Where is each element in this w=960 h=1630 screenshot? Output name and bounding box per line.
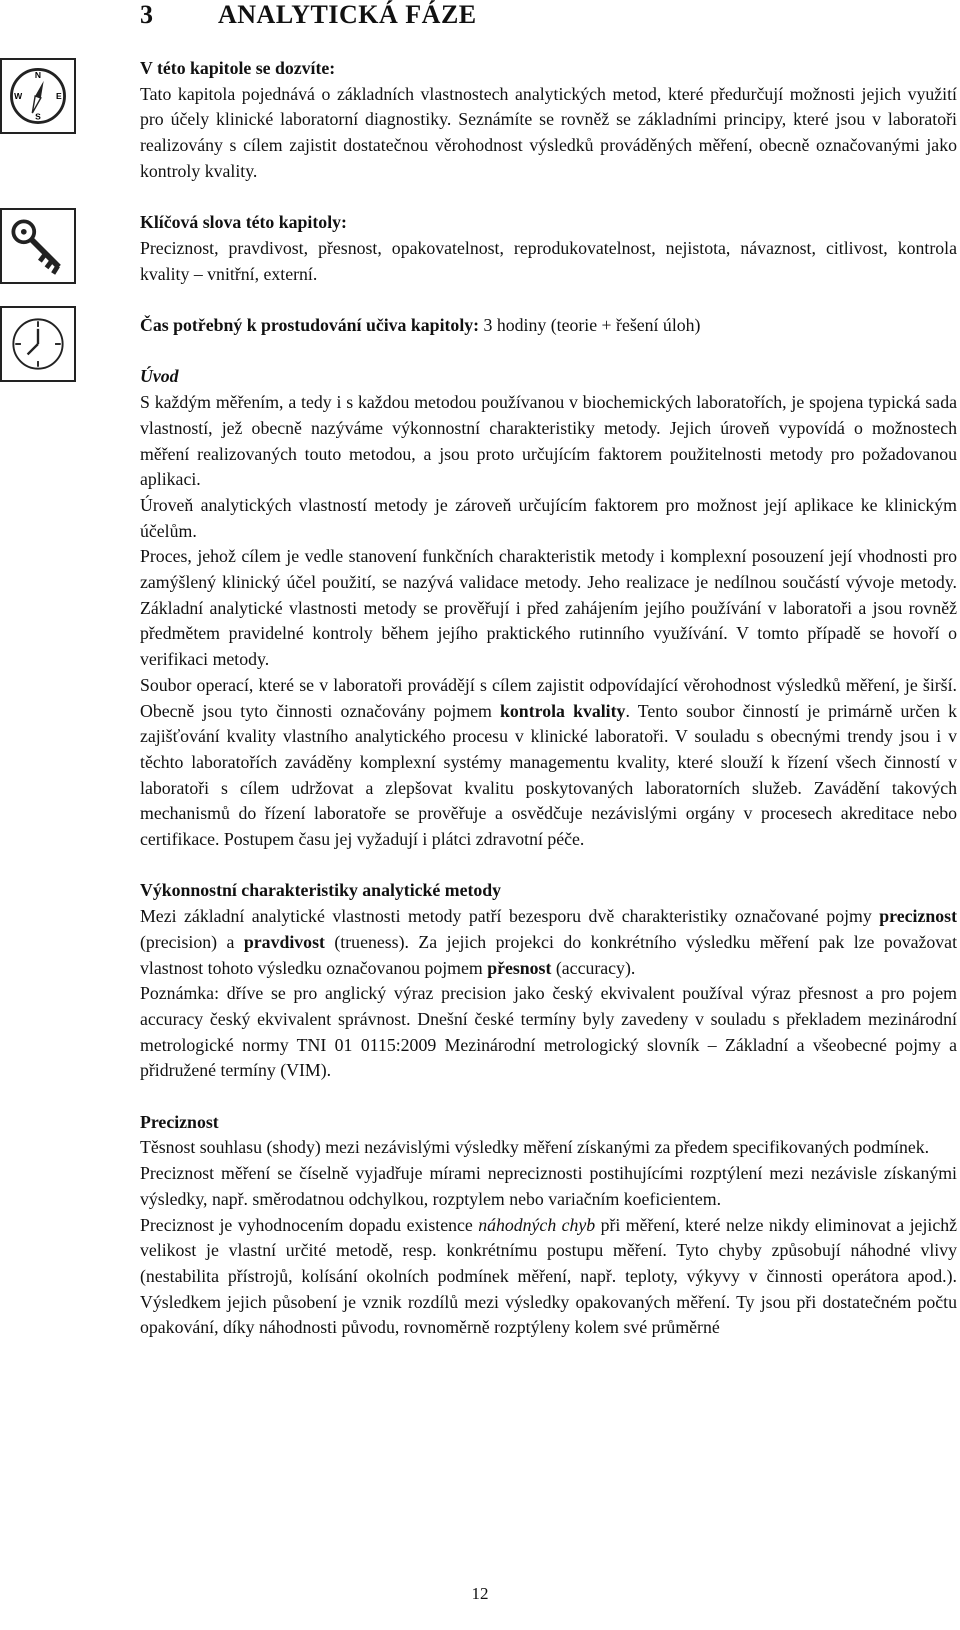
clock-icon xyxy=(0,306,76,382)
preciznost-heading: Preciznost xyxy=(140,1111,219,1132)
vykon-paragraph-1: Mezi základní analytické vlastnosti metody patří bezesporu dvě charakteristiky označované pojmy preciznost (precision) a pravdivost (trueness). Za jejich projekci do konkrétního výsledku měření pak lze považovat vlastnost tohoto výsledku označovanou pojmem přesnost (accuracy). xyxy=(140,906,958,978)
term-presnost: přesnost xyxy=(487,957,552,978)
study-time xyxy=(140,313,957,339)
keywords-heading: Klíčová slova této kapitoly: xyxy=(140,212,347,233)
term-pravdivost: pravdivost xyxy=(243,931,325,952)
svg-text:W: W xyxy=(14,90,23,101)
vykon-heading: Výkonnostní charakteristiky analytické metody xyxy=(140,880,502,901)
chapter-title: ANALYTICKÁ FÁZE xyxy=(218,0,477,29)
term-nahodne-chyby: náhodných chyb xyxy=(478,1214,596,1235)
uvod-paragraph-4: Soubor operací, které se v laboratoři provádějí s cílem zajistit odpovídající věrohodnost výsledků měření, je širší. Obecně jsou tyto činnosti označovány pojmem kontrola kvality. Tento soubor činností je primárně určen k zajišťování kvality vlastního analytického procesu v klinické laboratoři. V souladu s obecnými trendy jsou i v těchto laboratořích zaváděny komplexní systémy managementu kvality, které slouží k řízení všech činností v laboratoři s cílem udržovat a zlepšovat kvalitu poskytovaných laboratorních služeb. Zavádění takových mechanismů do řízení laboratoře se prověřuje a osvědčuje nezávislými orgány v procesech akreditace nebo certifikace. Postupem času jej vyžadují i plátci zdravotní péče. xyxy=(140,674,957,850)
vykon-paragraph-2: Poznámka: dříve se pro anglický výraz precision jako český ekvivalent používal výraz přesnost a pro pojem accuracy český ekvivalent správnost. Dnešní české termíny byly zavedeny v souladu s překladem mezinárodní metrologické normy TNI 01 0115:2009 Mezinárodní metrologický slovník – Základní a všeobecné pojmy a přidružené termíny (VIM). xyxy=(140,983,957,1081)
uvod-paragraph-2: Úroveň analytických vlastností metody je zároveň určujícím faktorem pro možnost její aplikace ke klinickým účelům. xyxy=(140,494,957,541)
compass-icon xyxy=(0,58,76,134)
uvod-heading: Úvod xyxy=(140,366,179,387)
page-number: 12 xyxy=(471,1584,489,1603)
preciznost-paragraph-3: Preciznost je vyhodnocením dopadu existence náhodných chyb při měření, které nelze nikdy eliminovat a jejichž velikost je vlastní určité metodě, resp. konkrétnímu postupu měření. Tyto chyby způsobují náhodné vlivy (nestabilita přístrojů, kolísání okolních podmínek měření, např. teploty, výkyvy v činnosti operátora apod.). Výsledkem jejich působení je vznik rozdílů mezi výsledky opakovaných měření. Ty jsou při dostatečném počtu opakování, díky náhodnosti původu, rovnoměrně rozptýleny kolem své průměrné xyxy=(140,1214,958,1338)
main-text xyxy=(140,56,957,1341)
intro-text: Tato kapitola pojednává o základních vlastnostech analytických metod, které předurčují možnosti jejich využití pro účely klinické laboratorní diagnostiky. Seznámíte se rovněž se základními principy, které jsou v laboratoři realizovány s cílem zajistit dostatečnou věrohodnost výsledků prováděných měření, obecně označovanými jako kontroly kvality. xyxy=(140,83,957,181)
uvod-paragraph-3: Proces, jehož cílem je vedle stanovení funkčních charakteristik metody i komplexní posouzení její vhodnosti pro zamýšlený klinický účel použití, se nazývá validace metody. Jeho realizace je nedílnou součástí vývoje metody. Základní analytické vlastnosti metody se prověřují i před zahájením jejího používání v laboratoři a jsou rovněž předmětem pravidelné kontroly během jejího praktického rutinního využívání. V tomto případě se hovoří o verifikaci metody. xyxy=(140,546,957,670)
preciznost-paragraph-2: Preciznost měření se číselně vyjadřuje mírami nepreciznosti postihujícími rozptýlení mezi nezávisle získanými výsledky, např. směrodatnou odchylkou, rozptylem nebo variačním koeficientem. xyxy=(140,1163,957,1209)
svg-text:E: E xyxy=(55,90,62,101)
svg-text:N: N xyxy=(34,70,42,80)
uvod-paragraph-1: S každým měřením, a tedy i s každou metodou používanou v biochemických laboratořích, je spojena typická sada vlastností, jež obecně nazýváme výkonnostní charakteristiky metody. Jejich úroveň vypovídá o možnostech měření realizovaných touto metodou, a jsou proto určujícím faktorem použitelnosti metody pro požadovanou aplikaci. xyxy=(140,392,957,490)
keywords-text: Preciznost, pravdivost, přesnost, opakovatelnost, reprodukovatelnost, nejistota, návaznost, citlivost, kontrola kvality – vnitřní, externí. xyxy=(140,237,957,284)
intro-heading: V této kapitole se dozvíte: xyxy=(140,58,336,78)
chapter-heading xyxy=(140,0,477,30)
study-time-value: 3 hodiny (teorie + řešení úloh) xyxy=(483,315,701,335)
key-icon xyxy=(0,208,76,284)
svg-text:S: S xyxy=(35,111,41,122)
preciznost-paragraph-1: Těsnost souhlasu (shody) mezi nezávislými výsledky měření získanými za předem specifikovaných podmínek. xyxy=(140,1137,930,1158)
study-time-label: Čas potřebný k prostudování učiva kapitoly: xyxy=(140,315,480,335)
chapter-number: 3 xyxy=(140,0,154,29)
term-preciznost: preciznost xyxy=(879,906,957,927)
term-kontrola-kvality: kontrola kvality xyxy=(500,700,626,721)
